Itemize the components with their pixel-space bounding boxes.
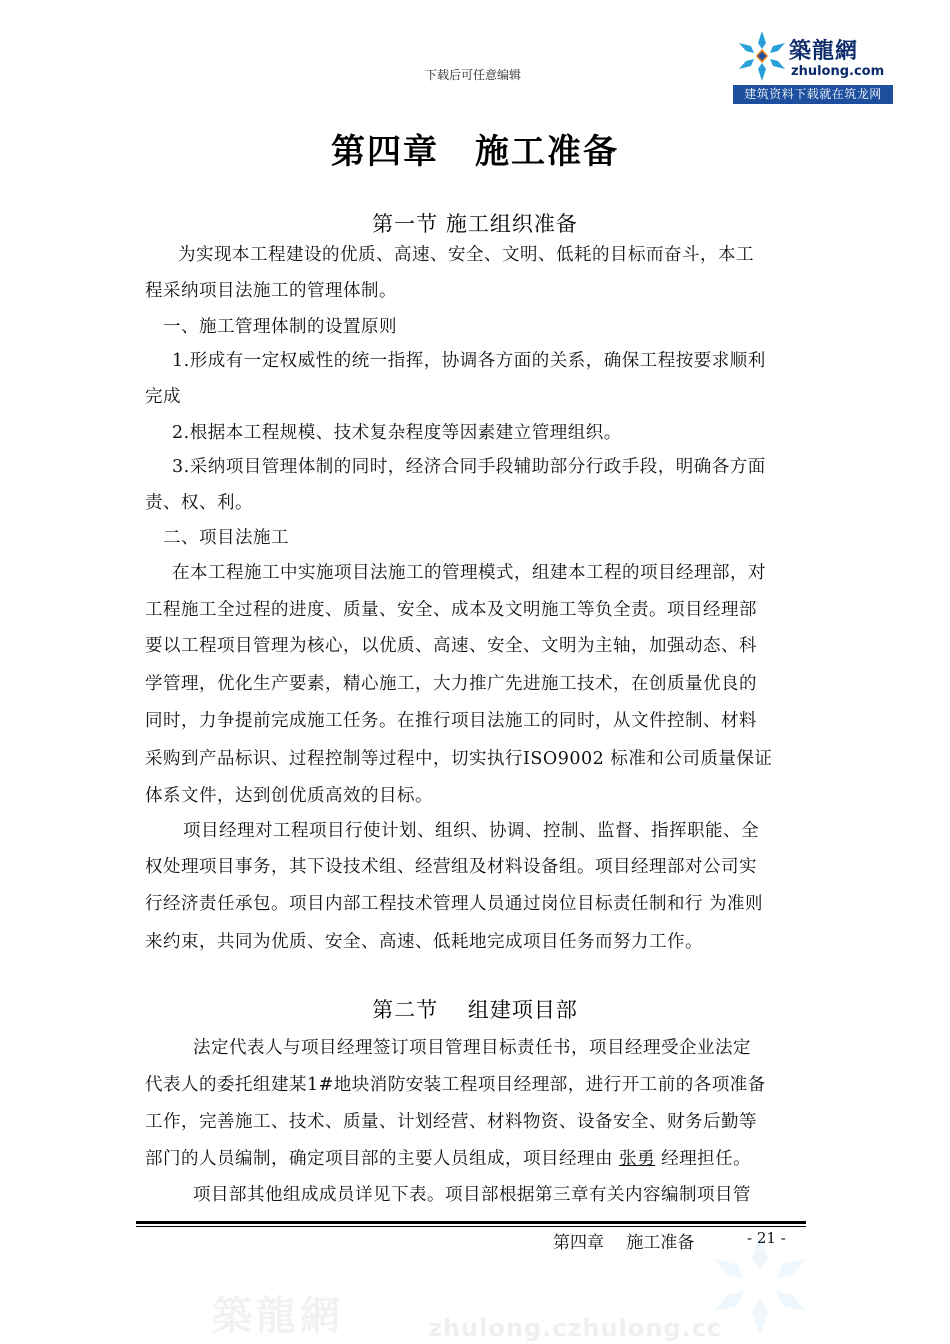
section-2-title: 第二节 组建项目部: [372, 998, 578, 1022]
section-1-title: 第一节 施工组织准备: [372, 212, 578, 236]
subheading-1: 一、施工管理体制的设置原则: [163, 317, 397, 337]
paragraph-line: 法定代表人与项目经理签订项目管理目标责任书，项目经理受企业法定: [193, 1038, 751, 1058]
paragraph-line: 在本工程施工中实施项目法施工的管理模式，组建本工程的项目经理部，对: [172, 563, 766, 583]
paragraph-line: [145, 1145, 751, 1170]
chapter-title: 第四章 施工准备: [331, 132, 619, 172]
footer-rule-thick: [136, 1221, 806, 1224]
logo-name: 築龍網: [789, 39, 859, 64]
paragraph-line: 项目部其他组成成员详见下表。项目部根据第三章有关内容编制项目管: [193, 1185, 751, 1205]
list-item-3: 3.采纳项目管理体制的同时，经济合同手段辅助部分行政手段，明确各方面: [172, 457, 766, 477]
paragraph-line: 要以工程项目管理为核心，以优质、高速、安全、文明为主轴，加强动态、科: [145, 636, 757, 656]
project-manager-name: 张勇: [619, 1149, 656, 1169]
paragraph-line: 责、权、利。: [145, 493, 253, 513]
paragraph-line: 行经济责任承包。项目内部工程技术管理人员通过岗位目标责任制和行 为准则: [145, 894, 764, 914]
paragraph-line: 完成: [145, 387, 181, 407]
list-item-1: 1.形成有一定权威性的统一指挥，协调各方面的关系，确保工程按要求顺利: [172, 351, 766, 371]
header-note: 下载后可任意编辑: [425, 68, 522, 82]
watermark-name: 築龍網: [212, 1293, 344, 1339]
paragraph-line: 采购到产品标识、过程控制等过程中，切实执行ISO9002 标准和公司质量保证: [145, 749, 773, 769]
logo-banner: 建筑资料下载就在筑龙网: [733, 85, 893, 104]
paragraph-line: 程采纳项目法施工的管理体制。: [145, 281, 397, 301]
logo-top: [733, 28, 893, 84]
line-text-after: 经理担任。: [661, 1149, 752, 1169]
logo-domain: zhulong.com: [791, 64, 885, 79]
footer-chapter: 第四章 施工准备: [553, 1233, 695, 1253]
snowflake-icon: [735, 29, 789, 83]
paragraph-line: 学管理，优化生产要素，精心施工，大力推广先进施工技术，在创质量优良的: [145, 674, 757, 694]
paragraph-line: 权处理项目事务，其下设技术组、经营组及材料设备组。项目经理部对公司实: [145, 857, 757, 877]
page-number: - 21 -: [747, 1229, 786, 1247]
paragraph-line: 工程施工全过程的进度、质量、安全、成本及文明施工等负全责。项目经理部: [145, 600, 757, 620]
subheading-2: 二、项目法施工: [163, 528, 289, 548]
list-item-2: 2.根据本工程规模、技术复杂程度等因素建立管理组织。: [172, 423, 622, 443]
zhulong-logo: [733, 28, 893, 104]
paragraph-line: 来约束，共同为优质、安全、高速、低耗地完成项目任务而努力工作。: [145, 932, 703, 952]
line-text-before: 部门的人员编制，确定项目部的主要人员组成，项目经理由: [145, 1149, 613, 1169]
footer-rule-thin: [136, 1226, 806, 1227]
paragraph-line: 同时，力争提前完成施工任务。在推行项目法施工的同时，从文件控制、材料: [145, 711, 757, 731]
paragraph-line: 代表人的委托组建某1#地块消防安装工程项目经理部，进行开工前的各项准备: [145, 1075, 766, 1095]
watermark-domain: zhulong.czhulong.cc: [428, 1314, 723, 1342]
paragraph-line: 工作，完善施工、技术、质量、计划经营、材料物资、设备安全、财务后勤等: [145, 1112, 757, 1132]
paragraph-line: 项目经理对工程项目行使计划、组织、协调、控制、监督、指挥职能、全: [183, 821, 759, 841]
paragraph-line: 体系文件，达到创优质高效的目标。: [145, 786, 433, 806]
paragraph-line: 为实现本工程建设的优质、高速、安全、文明、低耗的目标而奋斗，本工: [178, 245, 754, 265]
